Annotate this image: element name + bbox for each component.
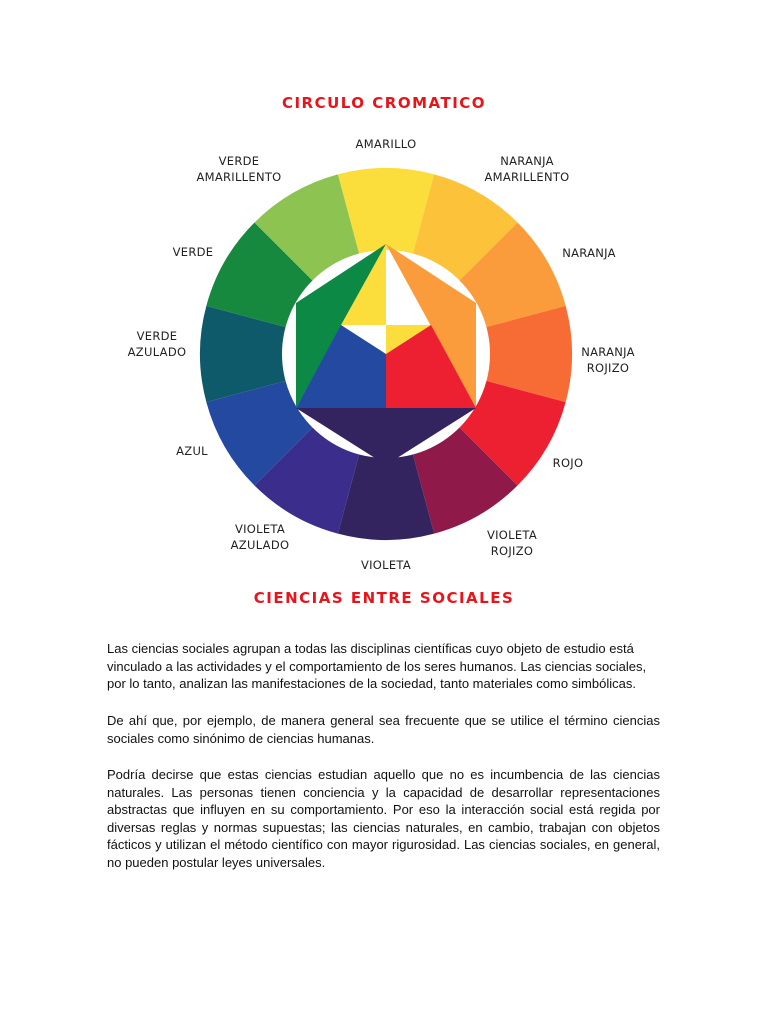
paragraph-1: Las ciencias sociales agrupan a todas las disciplinas científicas cuyo objeto de estudio está vinculado a las actividades y el comportamiento de los seres humanos. Las ciencias sociales, por lo tanto, analizan las manifestaciones de la sociedad, tanto materiales como simbólicas. [107, 641, 647, 691]
label-violeta-rojizo-line1: VIOLETA [486, 528, 538, 542]
section-title: CIENCIAS ENTRE SOCIALES [253, 589, 515, 607]
paragraph-2: De ahí que, por ejemplo, de manera general sea frecuente que se utilice el término ciencias sociales como sinónimo de ciencias humanas. [107, 713, 660, 746]
label-violeta-rojizo-line2: ROJIZO [490, 544, 534, 558]
label-naranja-amarillento-line2: AMARILLENTO [484, 170, 570, 184]
label-naranja-rojizo-line1: NARANJA [581, 345, 635, 359]
label-naranja: NARANJA [562, 246, 616, 260]
label-verde: VERDE [172, 245, 214, 259]
label-verde-amarillento-line1: VERDE [218, 154, 260, 168]
label-amarillo: AMARILLO [355, 137, 417, 151]
label-violeta-azulado-line1: VIOLETA [234, 522, 286, 536]
paragraph-3: Podría decirse que estas ciencias estudian aquello que no es incumbencia de las ciencias naturales. Las personas tienen conciencia y la capacidad de desarrollar representaciones abstractas que influyen en su comportamiento. Por eso la interacción social está regida por diversas reglas y normas supuestas; las ciencias naturales, en cambio, trabajan con objetos fácticos y utilizan el método científico con mayor rigurosidad. Las ciencias sociales, en general, no pueden postular leyes universales. [107, 767, 660, 870]
label-verde-azulado-line2: AZULADO [127, 345, 187, 359]
color-wheel-title: CIRCULO CROMATICO [281, 94, 487, 112]
label-naranja-amarillento-line1: NARANJA [500, 154, 554, 168]
label-naranja-rojizo-line2: ROJIZO [586, 361, 630, 375]
label-violeta-azulado-line2: AZULADO [230, 538, 290, 552]
label-verde-azulado-line1: VERDE [136, 329, 178, 343]
label-azul: AZUL [176, 444, 208, 458]
label-verde-amarillento-line2: AMARILLENTO [196, 170, 282, 184]
label-violeta: VIOLETA [360, 558, 412, 572]
label-rojo: ROJO [552, 456, 584, 470]
